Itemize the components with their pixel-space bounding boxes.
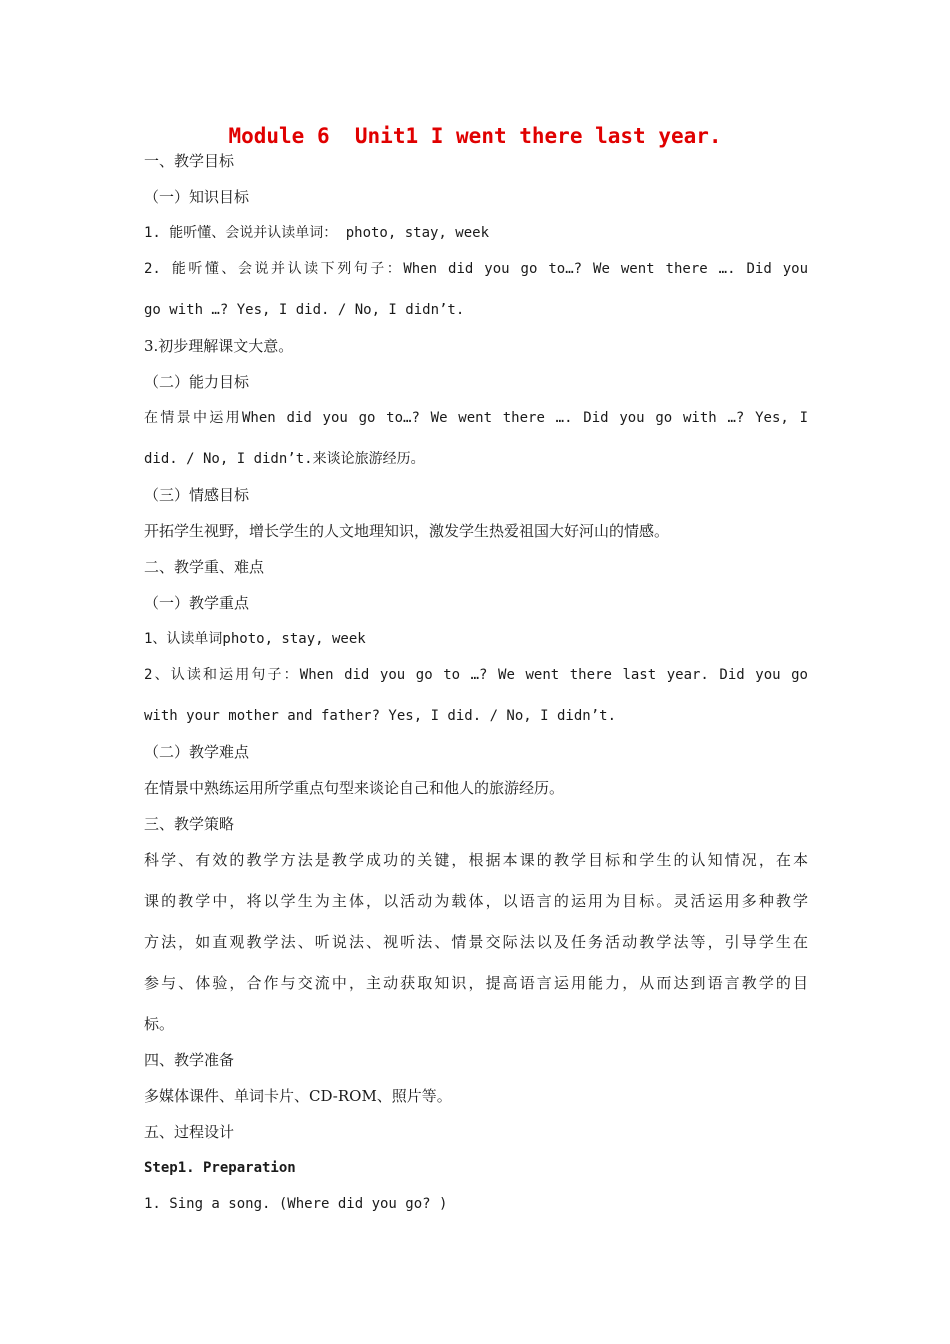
section-heading-objectives: 一、教学目标 bbox=[144, 152, 235, 170]
paragraph: 1、认读单词photo, stay, week bbox=[144, 631, 366, 647]
paragraph: 1. 能听懂、会说并认读单词： photo, stay, week bbox=[144, 225, 490, 241]
subheading-difficulties: （二）教学难点 bbox=[144, 743, 250, 761]
paragraph: 参与、体验，合作与交流中，主动获取知识，提高语言运用能力，从而达到语言教学的目 bbox=[144, 974, 808, 992]
section-heading-process: 五、过程设计 bbox=[144, 1123, 235, 1141]
paragraph: 多媒体课件、单词卡片、CD-ROM、照片等。 bbox=[144, 1087, 452, 1105]
paragraph: 科学、有效的教学方法是教学成功的关键，根据本课的教学目标和学生的认知情况，在本 bbox=[144, 851, 808, 869]
paragraph: 1. Sing a song. (Where did you go? ) bbox=[144, 1196, 448, 1212]
section-heading-key-points: 二、教学重、难点 bbox=[144, 558, 265, 576]
section-heading-strategy: 三、教学策略 bbox=[144, 815, 235, 833]
paragraph: 课的教学中，将以学生为主体，以活动为载体，以语言的运用为目标。灵活运用多种教学 bbox=[144, 892, 808, 910]
paragraph: 开拓学生视野，增长学生的人文地理知识，激发学生热爱祖国大好河山的情感。 bbox=[144, 522, 670, 540]
subheading-knowledge: （一）知识目标 bbox=[144, 188, 250, 206]
paragraph: 2、认读和运用句子：When did you go to …? We went there last year. Did you go bbox=[144, 667, 808, 683]
paragraph: 方法，如直观教学法、听说法、视听法、情景交际法以及任务活动教学法等，引导学生在 bbox=[144, 933, 808, 951]
document-title: Module 6 Unit1 I went there last year. bbox=[228, 124, 722, 148]
paragraph: 3.初步理解课文大意。 bbox=[144, 337, 294, 355]
subheading-ability: （二）能力目标 bbox=[144, 373, 250, 391]
section-heading-preparation: 四、教学准备 bbox=[144, 1051, 235, 1069]
subheading-emotion: （三）情感目标 bbox=[144, 486, 250, 504]
subheading-key-points: （一）教学重点 bbox=[144, 594, 250, 612]
step-heading: Step1. Preparation bbox=[144, 1160, 296, 1176]
paragraph: did. / No, I didn’t.来谈论旅游经历。 bbox=[144, 451, 425, 467]
paragraph: 在情景中熟练运用所学重点句型来谈论自己和他人的旅游经历。 bbox=[144, 779, 565, 797]
paragraph: 在情景中运用When did you go to…? We went there …. Did you go with …? Yes, I bbox=[144, 410, 808, 426]
paragraph: with your mother and father? Yes, I did. / No, I didn’t. bbox=[144, 708, 617, 724]
paragraph: 2. 能听懂、会说并认读下列句子：When did you go to…? We went there …. Did you bbox=[144, 261, 808, 277]
paragraph: 标。 bbox=[144, 1015, 175, 1033]
paragraph: go with …? Yes, I did. / No, I didn’t. bbox=[144, 302, 465, 318]
